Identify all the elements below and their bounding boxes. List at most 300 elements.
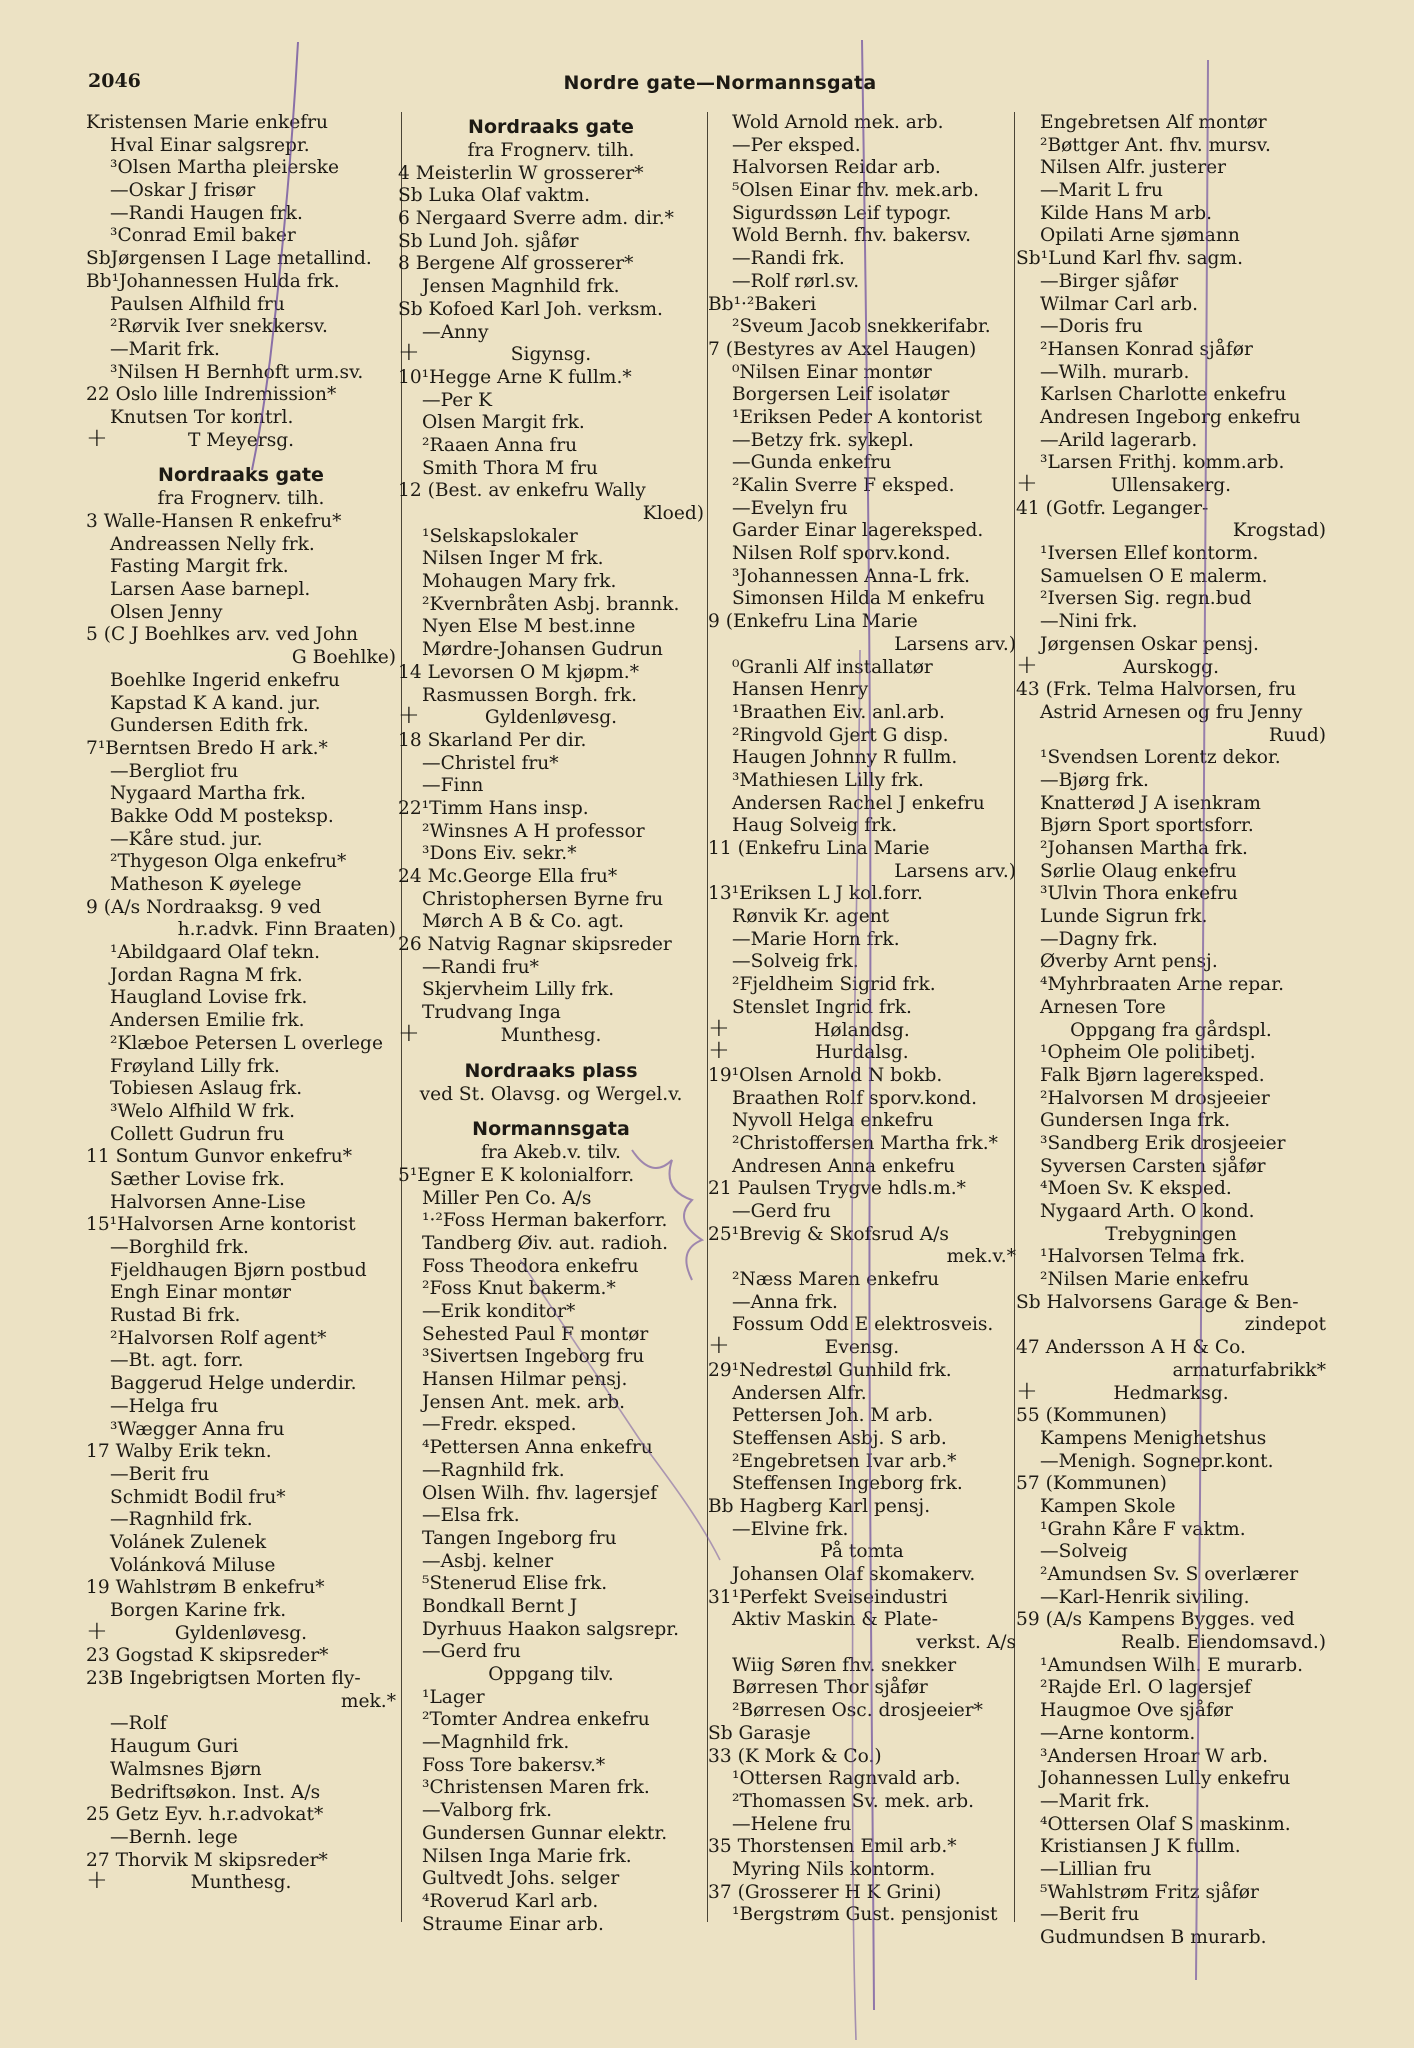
- directory-entry: [86, 316, 396, 339]
- directory-entry: [708, 112, 1016, 135]
- directory-entry: [398, 662, 704, 685]
- directory-entry: [708, 588, 1016, 611]
- crossing-plus-icon: +: [86, 422, 108, 453]
- directory-entry: [398, 639, 704, 662]
- directory-entry: [708, 883, 1016, 906]
- directory-entry: [398, 1002, 704, 1025]
- directory-entry: [398, 1777, 704, 1800]
- entry-text: ²Thygeson Olga enkefru*: [110, 851, 347, 873]
- entry-text: ¹Grahn Kåre F vaktm.: [1040, 1518, 1246, 1540]
- page-heading: Nordre gate—Normannsgata: [563, 72, 877, 94]
- directory-entry: [398, 231, 704, 254]
- directory-entry: [86, 1487, 396, 1510]
- entry-text: ⁵Wahlstrøm Fritz sjåfør: [1040, 1881, 1259, 1903]
- directory-entry: [1016, 566, 1326, 589]
- cross-street: [398, 1017, 704, 1048]
- directory-entry: [86, 1192, 396, 1215]
- directory-entry: [398, 1551, 704, 1574]
- directory-entry: [708, 702, 1016, 725]
- directory-entry: [1016, 1042, 1326, 1065]
- directory-entry: [1016, 906, 1326, 929]
- entry-text: Nyvoll Helga enkefru: [732, 1110, 934, 1132]
- entry-text: Kristiansen J K fullm.: [1040, 1836, 1241, 1858]
- directory-entry: [398, 1641, 704, 1664]
- entry-text: ²Ringvold Gjert G disp.: [732, 724, 949, 746]
- entry-text: Oppgang tilv.: [488, 1664, 614, 1685]
- entry-text: —Elvine frk.: [732, 1518, 849, 1540]
- entry-text: Larsens arv.): [894, 633, 1016, 655]
- entry-text: ¹Ottersen Ragnvald arb.: [732, 1768, 961, 1790]
- directory-column-2: [398, 112, 704, 1936]
- entry-text: ³Dons Eiv. sekr.*: [422, 843, 577, 865]
- directory-entry: [708, 225, 1016, 248]
- directory-entry: [708, 339, 1016, 362]
- crossing-plus-icon: +: [708, 1035, 730, 1066]
- directory-entry: [1016, 725, 1326, 748]
- entry-text: 10¹Hegge Arne K fullm.*: [398, 366, 632, 388]
- entry-text: ³Sivertsen Ingeborg fru: [422, 1346, 645, 1368]
- crossing-plus-icon: +: [1016, 1375, 1038, 1406]
- page-number: 2046: [88, 70, 141, 92]
- entry-text: ²Amundsen Sv. S overlærer: [1040, 1564, 1299, 1585]
- crossing-plus-icon: +: [708, 1330, 730, 1361]
- directory-entry: [86, 488, 396, 511]
- directory-entry: [1016, 1292, 1326, 1315]
- entry-text: ²Tomter Andrea enkefru: [422, 1709, 650, 1731]
- entry-text: Olsen Wilh. fhv. lagersjef: [422, 1482, 658, 1504]
- entry-text: ¹Bergstrøm Gust. pensjonist: [732, 1904, 998, 1926]
- entry-text: armaturfabrikk*: [1172, 1359, 1326, 1381]
- directory-entry: [398, 1528, 704, 1551]
- directory-entry: [398, 1891, 704, 1914]
- entry-text: ⁴Ottersen Olaf S maskinm.: [1040, 1813, 1291, 1835]
- entry-text: Johannessen Lully enkefru: [1040, 1768, 1291, 1790]
- entry-text: Halvorsen Anne-Lise: [110, 1191, 306, 1213]
- entry-text: ¹Braathen Eiv. anl.arb.: [732, 701, 945, 723]
- entry-text: Sigynsg.: [510, 344, 592, 366]
- entry-text: 47 Andersson A H & Co.: [1016, 1337, 1246, 1359]
- entry-text: Knatterød J A isenkram: [1040, 792, 1261, 814]
- directory-entry: [708, 1814, 1016, 1837]
- entry-text: Normannsgata: [472, 1118, 630, 1141]
- directory-entry: [86, 715, 396, 738]
- crossing-plus-icon: +: [1016, 649, 1038, 680]
- directory-entry: [86, 1237, 396, 1260]
- directory-entry: [708, 657, 1016, 680]
- directory-entry: [398, 889, 704, 912]
- entry-text: 8 Bergene Alf grosserer*: [398, 253, 634, 275]
- entry-text: Haugmoe Ove sjåfør: [1040, 1700, 1233, 1722]
- directory-entry: [398, 299, 704, 322]
- directory-entry: [398, 979, 704, 1002]
- directory-entry: [1016, 1859, 1326, 1882]
- directory-entry: [86, 271, 396, 294]
- entry-text: ²Foss Knut bakerm.*: [422, 1278, 616, 1300]
- directory-entry: [86, 1713, 396, 1736]
- directory-entry: [1016, 384, 1326, 407]
- entry-text: Mørch A B & Co. agt.: [422, 911, 625, 933]
- directory-entry: [708, 1609, 1016, 1632]
- directory-entry: [1016, 452, 1326, 475]
- directory-entry: [1016, 520, 1326, 543]
- directory-entry: [708, 362, 1016, 385]
- entry-text: Wold Arnold mek. arb.: [732, 112, 944, 133]
- entry-text: 19 Wahlstrøm B enkefru*: [86, 1577, 325, 1599]
- directory-entry: [1016, 588, 1326, 611]
- directory-entry: [708, 1246, 1016, 1269]
- directory-entry: [1016, 1519, 1326, 1542]
- directory-entry: [708, 1496, 1016, 1519]
- directory-entry: [1016, 1360, 1326, 1383]
- directory-entry: [708, 248, 1016, 271]
- directory-entry: [86, 135, 396, 158]
- entry-text: 25¹Brevig & Skofsrud A/s: [708, 1223, 949, 1245]
- directory-entry: [1016, 294, 1326, 317]
- directory-entry: [398, 821, 704, 844]
- entry-text: —Randi fru*: [422, 956, 539, 978]
- directory-entry: [398, 1437, 704, 1460]
- directory-entry: [398, 753, 704, 776]
- entry-text: Nordraaks gate: [468, 116, 634, 138]
- entry-text: SbJørgensen I Lage metallind.: [86, 248, 372, 270]
- entry-text: Ullensakerg.: [1110, 475, 1232, 496]
- directory-entry: [708, 316, 1016, 339]
- entry-text: 11 Sontum Gunvor enkefru*: [86, 1146, 353, 1168]
- entry-text: 19¹Olsen Arnold N bokb.: [708, 1064, 943, 1086]
- entry-text: Tobiesen Aslaug frk.: [110, 1078, 303, 1100]
- directory-entry: [398, 1414, 704, 1437]
- entry-text: Kampen Skole: [1040, 1495, 1176, 1517]
- directory-entry: [708, 294, 1016, 317]
- entry-text: ³Johannessen Anna-L frk.: [732, 565, 971, 587]
- directory-entry: [86, 157, 396, 180]
- directory-entry: [86, 534, 396, 557]
- entry-text: 4 Meisterlin W grosserer*: [398, 162, 644, 184]
- directory-entry: [86, 362, 396, 385]
- entry-text: —Elsa frk.: [422, 1505, 520, 1527]
- entry-text: —Bernh. lege: [110, 1826, 238, 1848]
- entry-text: ¹Iversen Ellef kontorm.: [1040, 543, 1259, 565]
- entry-text: Gundersen Gunnar elektr.: [422, 1822, 668, 1844]
- entry-text: ²Winsnes A H professor: [422, 820, 645, 842]
- entry-text: ⁵Stenerud Elise frk.: [422, 1573, 608, 1595]
- entry-text: —Anny: [422, 321, 489, 343]
- directory-entry: [86, 965, 396, 988]
- entry-text: —Nini frk.: [1040, 611, 1138, 633]
- entry-text: Oppgang fra gårdspl.: [1070, 1019, 1272, 1041]
- entry-text: Arnesen Tore: [1040, 996, 1166, 1018]
- entry-text: Wold Bernh. fhv. bakersv.: [732, 225, 972, 247]
- directory-entry: [708, 951, 1016, 974]
- directory-entry: [86, 1668, 396, 1691]
- directory-entry: [86, 339, 396, 362]
- directory-entry: [398, 1142, 704, 1165]
- directory-entry: [398, 685, 704, 708]
- directory-entry: [1016, 1587, 1326, 1610]
- directory-entry: [398, 1505, 704, 1528]
- directory-entry: [86, 897, 396, 920]
- directory-entry: [398, 616, 704, 639]
- directory-entry: [1016, 271, 1326, 294]
- entry-text: På tomta: [820, 1541, 904, 1563]
- entry-text: Krogstad): [1232, 520, 1326, 542]
- entry-text: ³Mathiesen Lilly frk.: [732, 769, 924, 791]
- directory-entry: [1016, 225, 1326, 248]
- entry-text: ²Raaen Anna fru: [422, 434, 578, 456]
- directory-entry: [1016, 1723, 1326, 1746]
- directory-entry: [398, 435, 704, 458]
- directory-entry: [708, 1065, 1016, 1088]
- entry-text: Gyldenløvesg.: [174, 1622, 308, 1644]
- directory-entry: [708, 271, 1016, 294]
- entry-text: Sb Lund Joh. sjåfør: [398, 230, 579, 252]
- cross-street: [86, 1865, 396, 1896]
- entry-text: —Asbj. kelner: [422, 1550, 554, 1572]
- entry-text: Haug Solveig frk.: [732, 815, 898, 837]
- directory-entry: [398, 480, 704, 503]
- entry-text: Bb¹·²Bakeri: [708, 293, 817, 315]
- entry-text: —Finn: [422, 775, 484, 797]
- entry-text: Gundersen Inga frk.: [1040, 1110, 1231, 1132]
- directory-entry: [398, 866, 704, 889]
- directory-entry: [398, 1619, 704, 1642]
- entry-text: Mohaugen Mary frk.: [422, 571, 617, 593]
- directory-column-4: [1016, 112, 1326, 1950]
- entry-text: 15¹Halvorsen Arne kontorist: [86, 1214, 356, 1236]
- entry-text: ³Sandberg Erik drosjeeier: [1040, 1132, 1286, 1154]
- directory-entry: [708, 997, 1016, 1020]
- directory-entry: [1016, 1609, 1326, 1632]
- entry-text: 21 Paulsen Trygve hdls.m.*: [708, 1178, 966, 1200]
- entry-text: —Lillian fru: [1040, 1858, 1152, 1880]
- directory-entry: [708, 1882, 1016, 1905]
- entry-text: ³Conrad Emil baker: [110, 225, 296, 247]
- directory-entry: [1016, 407, 1326, 430]
- entry-text: Foss Tore bakersv.*: [422, 1754, 606, 1776]
- directory-entry: [708, 1564, 1016, 1587]
- entry-text: ²Christoffersen Martha frk.*: [732, 1132, 998, 1154]
- directory-entry: [708, 611, 1016, 634]
- directory-entry: [86, 1782, 396, 1805]
- directory-entry: [398, 1596, 704, 1619]
- directory-entry: [708, 566, 1016, 589]
- entry-text: Engebretsen Alf montør: [1040, 112, 1267, 133]
- entry-text: Falk Bjørn lagereksped.: [1040, 1064, 1265, 1086]
- entry-text: 37 (Grosserer H K Grini): [708, 1881, 942, 1903]
- entry-text: Kristensen Marie enkefru: [86, 112, 329, 133]
- directory-entry: [398, 1346, 704, 1369]
- directory-entry: [86, 1260, 396, 1283]
- directory-entry: [86, 1078, 396, 1101]
- entry-text: ³Christensen Maren frk.: [422, 1777, 650, 1799]
- directory-entry: [1016, 543, 1326, 566]
- entry-text: ¹Eriksen Peder A kontorist: [732, 406, 983, 428]
- entry-text: —Karl-Henrik siviling.: [1040, 1586, 1250, 1608]
- entry-text: —Bt. agt. forr.: [110, 1350, 244, 1372]
- entry-text: Lunde Sigrun frk.: [1040, 906, 1208, 928]
- directory-entry: [708, 180, 1016, 203]
- directory-entry: [708, 157, 1016, 180]
- directory-entry: [398, 594, 704, 617]
- directory-entry: [1016, 1791, 1326, 1814]
- directory-entry: [398, 458, 704, 481]
- entry-text: Sigurdssøn Leif typogr.: [732, 202, 952, 224]
- entry-text: 3 Walle-Hansen R enkefru*: [86, 511, 342, 532]
- entry-text: ²Kalin Sverre F eksped.: [732, 475, 955, 496]
- directory-entry: [398, 1664, 704, 1687]
- entry-text: —Rolf rørl.sv.: [732, 270, 860, 292]
- entry-text: 9 (A/s Nordraaksg. 9 ved: [86, 896, 322, 918]
- entry-text: Munthesg.: [190, 1872, 292, 1894]
- entry-text: ²Nilsen Marie enkefru: [1040, 1269, 1249, 1291]
- entry-text: Jensen Magnhild frk.: [422, 276, 620, 298]
- directory-entry: [1016, 1110, 1326, 1133]
- crossing-plus-icon: +: [398, 700, 420, 731]
- directory-entry: [1016, 997, 1326, 1020]
- entry-text: ³Nilsen H Bernhoft urm.sv.: [110, 361, 364, 383]
- directory-entry: [86, 384, 396, 407]
- directory-entry: [1016, 1178, 1326, 1201]
- entry-text: Engh Einar montør: [110, 1282, 292, 1304]
- entry-text: Aurskogg.: [1122, 656, 1219, 678]
- directory-entry: [1016, 929, 1326, 952]
- entry-text: 9 (Enkefru Lina Marie: [708, 611, 918, 633]
- directory-entry: [86, 1532, 396, 1555]
- directory-entry: [86, 1373, 396, 1396]
- entry-text: —Ragnhild frk.: [422, 1459, 565, 1481]
- entry-text: verkst. A/s: [916, 1632, 1016, 1654]
- entry-text: Johansen Olaf skomakerv.: [732, 1564, 976, 1585]
- directory-entry: [1016, 1337, 1326, 1360]
- entry-text: T Meyersg.: [187, 429, 295, 451]
- directory-entry: [708, 861, 1016, 884]
- directory-entry: [398, 798, 704, 821]
- entry-text: ²Iversen Sig. regn.bud: [1040, 588, 1252, 610]
- entry-text: —Kåre stud. jur.: [110, 828, 263, 850]
- directory-entry: [398, 367, 704, 390]
- entry-text: Gundersen Edith frk.: [110, 715, 309, 737]
- directory-entry: [398, 1278, 704, 1301]
- directory-entry: [708, 1451, 1016, 1474]
- entry-text: ²Næss Maren enkefru: [732, 1269, 940, 1291]
- entry-text: —Betzy frk. sykepl.: [732, 429, 914, 451]
- entry-text: Pettersen Joh. M arb.: [732, 1405, 934, 1427]
- directory-entry: [86, 1419, 396, 1442]
- entry-text: zindepot: [1244, 1314, 1326, 1336]
- directory-entry: [398, 1846, 704, 1869]
- directory-entry: [86, 579, 396, 602]
- entry-text: ²Thomassen Sv. mek. arb.: [732, 1790, 975, 1812]
- entry-text: 31¹Perfekt Sveiseindustri: [708, 1586, 948, 1608]
- directory-entry: [1016, 1269, 1326, 1292]
- entry-text: Trudvang Inga: [422, 1002, 561, 1024]
- directory-entry: [86, 1759, 396, 1782]
- directory-entry: [398, 1460, 704, 1483]
- directory-entry: [708, 1428, 1016, 1451]
- directory-entry: [708, 1133, 1016, 1156]
- entry-text: G Boehlke): [291, 647, 396, 669]
- directory-entry: [398, 1823, 704, 1846]
- entry-text: ⁰Granli Alf installatør: [732, 656, 933, 678]
- entry-text: ²Kvernbråten Asbj. brannk.: [422, 593, 680, 615]
- entry-text: ²Rajde Erl. O lagersjef: [1040, 1677, 1251, 1699]
- entry-text: fra Frognerv. tilh.: [467, 140, 635, 161]
- directory-entry: [86, 511, 396, 534]
- entry-text: Nyen Else M best.inne: [422, 616, 636, 638]
- entry-text: Evensg.: [824, 1337, 900, 1359]
- directory-entry: [1016, 430, 1326, 453]
- entry-text: ²Hansen Konrad sjåfør: [1040, 338, 1253, 360]
- directory-entry: [1016, 1428, 1326, 1451]
- entry-text: —Arild lagerarb.: [1040, 429, 1198, 451]
- entry-text: ²Rørvik Iver snekkersv.: [110, 316, 328, 338]
- entry-text: Nilsen Inger M frk.: [422, 548, 604, 570]
- street-heading: [398, 1056, 704, 1084]
- entry-text: Andersen Alfr.: [732, 1382, 867, 1404]
- directory-entry: [1016, 1632, 1326, 1655]
- directory-entry: [86, 1736, 396, 1759]
- directory-entry: [1016, 1473, 1326, 1496]
- directory-entry: [708, 1360, 1016, 1383]
- entry-text: ¹Selskapslokaler: [422, 525, 578, 547]
- entry-text: 27 Thorvik M skipsreder*: [86, 1849, 328, 1871]
- entry-text: ¹Halvorsen Telma frk.: [1040, 1246, 1246, 1268]
- directory-entry: [1016, 679, 1326, 702]
- directory-entry: [86, 1555, 396, 1578]
- directory-entry: [86, 1282, 396, 1305]
- entry-text: Wilmar Carl arb.: [1040, 293, 1199, 315]
- directory-entry: [398, 1301, 704, 1324]
- entry-text: Haugland Lovise frk.: [110, 987, 308, 1009]
- entry-text: Karlsen Charlotte enkefru: [1040, 384, 1287, 406]
- entry-text: Simonsen Hilda M enkefru: [732, 588, 985, 610]
- entry-text: Tandberg Øiv. aut. radioh.: [422, 1232, 669, 1254]
- directory-entry: [708, 1405, 1016, 1428]
- entry-text: Andresen Ingeborg enkefru: [1040, 406, 1301, 428]
- directory-entry: [86, 829, 396, 852]
- directory-entry: [708, 1224, 1016, 1247]
- directory-entry: [86, 1146, 396, 1169]
- directory-entry: [708, 498, 1016, 521]
- entry-text: —Ragnhild frk.: [110, 1509, 253, 1531]
- entry-text: 11 (Enkefru Lina Marie: [708, 838, 930, 859]
- entry-text: —Berit fru: [110, 1463, 210, 1485]
- entry-text: —Solveig: [1040, 1541, 1128, 1563]
- entry-text: Hølandsg.: [814, 1019, 910, 1041]
- entry-text: Sb Garasje: [708, 1722, 811, 1744]
- directory-entry: [86, 203, 396, 226]
- entry-text: Kilde Hans M arb.: [1040, 202, 1213, 224]
- directory-entry: [1016, 1655, 1326, 1678]
- directory-entry: [708, 384, 1016, 407]
- entry-text: 43 (Frk. Telma Halvorsen, fru: [1016, 679, 1297, 701]
- entry-text: ²Halvorsen Rolf agent*: [110, 1327, 327, 1349]
- entry-text: Kampens Menighetshus: [1040, 1427, 1267, 1449]
- directory-entry: [1016, 180, 1326, 203]
- directory-entry: [1016, 1882, 1326, 1905]
- entry-text: —Marit L fru: [1040, 180, 1163, 202]
- entry-text: Halvorsen Reidar arb.: [732, 157, 941, 179]
- directory-entry: [398, 1324, 704, 1347]
- entry-text: fra Frognerv. tilh.: [157, 488, 325, 510]
- directory-entry: [708, 725, 1016, 748]
- directory-entry: [86, 1509, 396, 1532]
- directory-entry: [1016, 1405, 1326, 1428]
- entry-text: ³Larsen Frithj. komm.arb.: [1040, 452, 1285, 474]
- directory-entry: [86, 624, 396, 647]
- directory-entry: [708, 679, 1016, 702]
- entry-text: —Magnhild frk.: [422, 1732, 570, 1754]
